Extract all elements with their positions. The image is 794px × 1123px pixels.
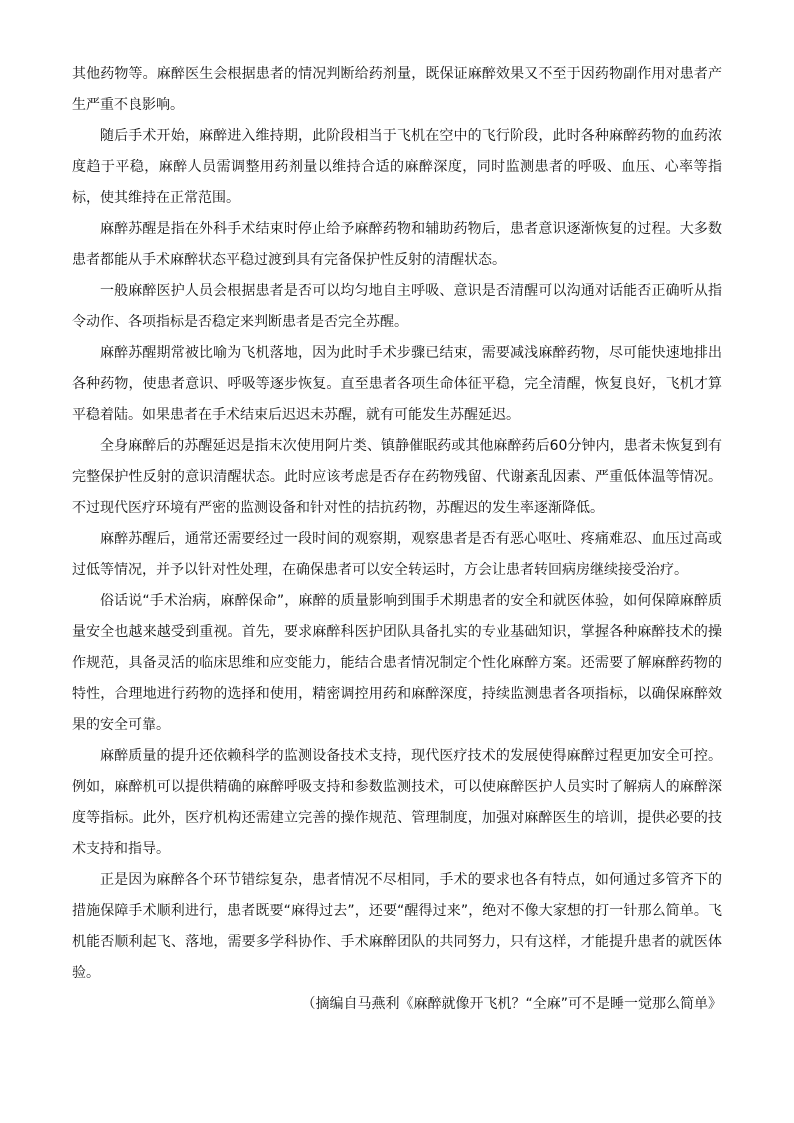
paragraph-10: 正是因为麻醉各个环节错综复杂，患者情况不尽相同，手术的要求也各有特点，如何通过多管齐下的措施保障手术顺利进行，患者既要“麻得过去”，还要“醒得过来”，绝对不像大家想的打一针那么简单。飞机能否顺利起飞、落地，需要多学科协作、手术麻醉团队的共同努力，只有这样，才能提升患者的就医体验。: [72, 872, 722, 981]
paragraph-4: 一般麻醉医护人员会根据患者是否可以均匀地自主呼吸、意识是否清醒可以沟通对话能否正确听从指令动作、各项指标是否稳定来判断患者是否完全苏醒。: [72, 283, 722, 330]
paragraph-1: 其他药物等。麻醉医生会根据患者的情况判断给药剂量，既保证麻醉效果又不至于因药物副作用对患者产生严重不良影响。: [72, 66, 722, 113]
paragraph-6: 全身麻醉后的苏醒延迟是指末次使用阿片类、镇静催眠药或其他麻醉药后60分钟内，患者未恢复到有完整保护性反射的意识清醒状态。此时应该考虑是否存在药物残留、代谢紊乱因素、严重低体温等情况。不过现代医疗环境有严密的监测设备和针对性的拮抗药物，苏醒迟的发生率逐渐降低。: [72, 438, 722, 516]
paragraph-2: 随后手术开始，麻醉进入维持期，此阶段相当于飞机在空中的飞行阶段，此时各种麻醉药物的血药浓度趋于平稳，麻醉人员需调整用药剂量以维持合适的麻醉深度，同时监测患者的呼吸、血压、心率等指标，使其维持在正常范围。: [72, 128, 722, 206]
document-body: [72, 59, 722, 1020]
paragraph-9: 麻醉质量的提升还依赖科学的监测设备技术支持，现代医疗技术的发展使得麻醉过程更加安全可控。例如，麻醉机可以提供精确的麻醉呼吸支持和参数监测技术，可以使麻醉医护人员实时了解病人的麻醉深度等指标。此外，医疗机构还需建立完善的操作规范、管理制度，加强对麻醉医生的培训，提供必要的技术支持和指导。: [72, 748, 722, 857]
paragraph-3: 麻醉苏醒是指在外科手术结束时停止给予麻醉药物和辅助药物后，患者意识逐渐恢复的过程。大多数患者都能从手术麻醉状态平稳过渡到具有完备保护性反射的清醒状态。: [72, 221, 722, 268]
source-citation: （摘编自马燕利《麻醉就像开飞机？“全麻”可不是睡一觉那么简单》: [301, 996, 722, 1012]
paragraph-7: 麻醉苏醒后，通常还需要经过一段时间的观察期，观察患者是否有恶心呕吐、疼痛难忍、血压过高或过低等情况，并予以针对性处理，在确保患者可以安全转运时，方会让患者转回病房继续接受治疗。: [72, 531, 722, 578]
paragraph-5: 麻醉苏醒期常被比喻为飞机落地，因为此时手术步骤已结束，需要减浅麻醉药物，尽可能快速地排出各种药物，使患者意识、呼吸等逐步恢复。直至患者各项生命体征平稳，完全清醒，恢复良好，飞机才算平稳着陆。如果患者在手术结束后迟迟未苏醒，就有可能发生苏醒延迟。: [72, 345, 722, 423]
paragraph-8: 俗话说“手术治病，麻醉保命”，麻醉的质量影响到围手术期患者的安全和就医体验，如何保障麻醉质量安全也越来越受到重视。首先，要求麻醉科医护团队具备扎实的专业基础知识，掌握各种麻醉技术的操作规范，具备灵活的临床思维和应变能力，能结合患者情况制定个性化麻醉方案。还需要了解麻醉药物的特性，合理地进行药物的选择和使用，精密调控用药和麻醉深度，持续监测患者各项指标，以确保麻醉效果的安全可靠。: [72, 593, 722, 733]
